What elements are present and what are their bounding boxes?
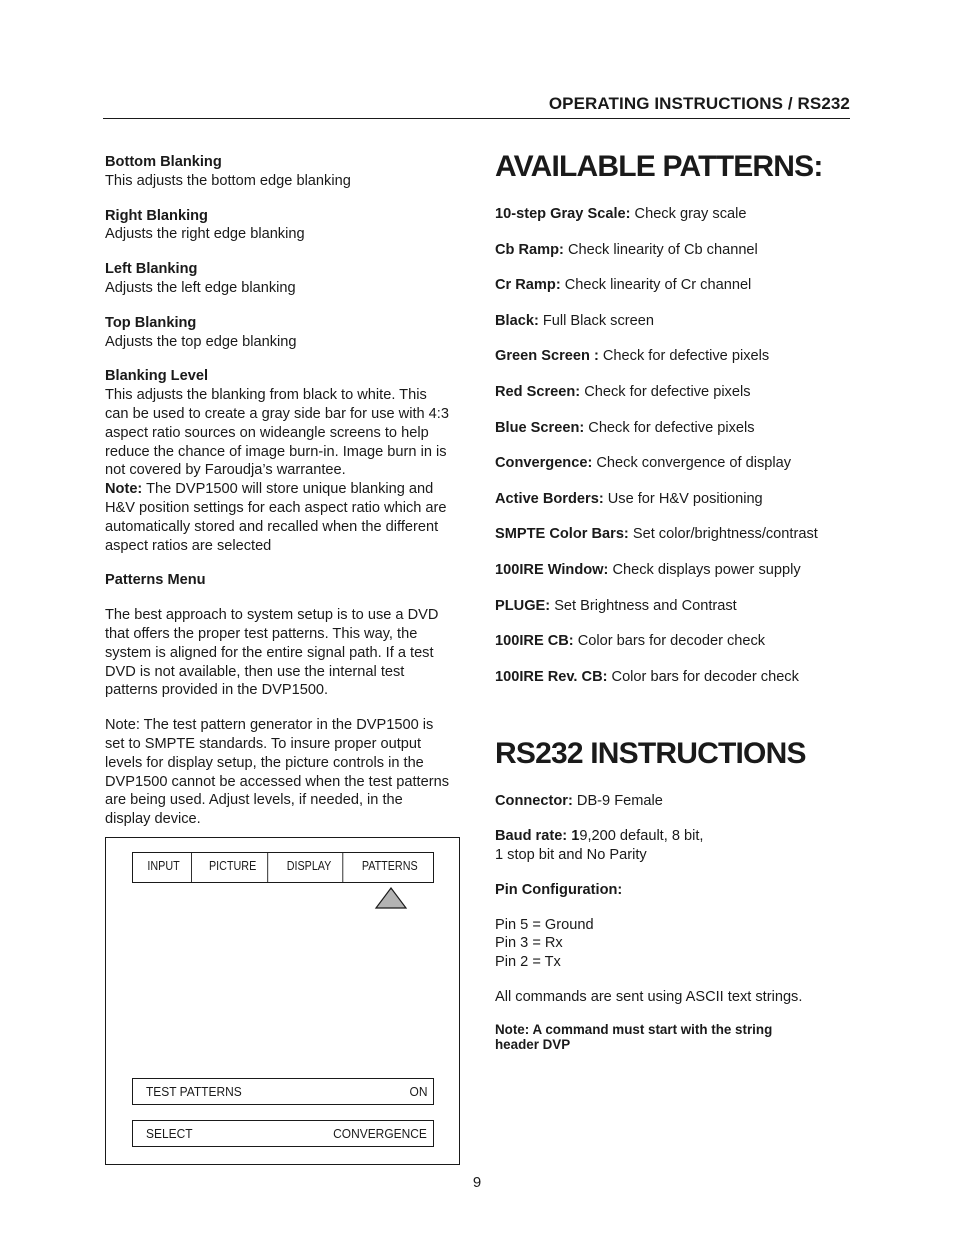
text-line: This adjusts the blanking from black to white. This	[105, 387, 427, 404]
pattern-item	[495, 490, 845, 526]
command-note-line-2: header DVP	[495, 1037, 571, 1053]
blanking-level-section	[105, 367, 465, 555]
triangle-up-icon	[374, 886, 408, 910]
pattern-item	[495, 419, 845, 455]
section-heading: Top Blanking	[105, 314, 197, 331]
text-line: automatically stored and recalled when the different	[105, 518, 439, 535]
text-line: set to SMPTE standards. To insure proper output	[105, 735, 422, 752]
pattern-name: 100IRE CB:	[495, 633, 574, 650]
bottom-blanking-section	[105, 153, 465, 191]
pin-config-heading: Pin Configuration:	[495, 881, 623, 898]
pattern-desc: Check for defective pixels	[584, 419, 755, 436]
pattern-desc: Color bars for decoder check	[607, 668, 799, 685]
patterns-paragraph-1	[105, 606, 465, 700]
text-line: that offers the proper test patterns. This way, the	[105, 625, 418, 642]
pattern-name: Blue Screen:	[495, 419, 585, 436]
connector-line	[495, 792, 845, 811]
pattern-item	[495, 205, 845, 241]
top-blanking-section	[105, 314, 465, 352]
pattern-name: Cr Ramp:	[495, 277, 561, 294]
pattern-item	[495, 383, 845, 419]
text-line: are being used. Adjust levels, if needed, in the	[105, 792, 403, 809]
available-patterns-title: AVAILABLE PATTERNS:	[495, 150, 823, 183]
pattern-desc: Check displays power supply	[608, 561, 801, 578]
note-text: The DVP1500 will store unique blanking and	[142, 481, 434, 498]
text-line: not covered by Faroudja’s warrantee.	[105, 462, 346, 479]
command-note-line-1: Note: A command must start with the string	[495, 1021, 773, 1037]
tab-input	[136, 853, 192, 882]
pattern-name: Red Screen:	[495, 383, 581, 400]
pattern-desc: Set Brightness and Contrast	[550, 597, 737, 614]
text-line: The best approach to system setup is to use a DVD	[105, 607, 439, 624]
text-line: patterns provided in the DVP1500.	[105, 682, 329, 699]
pattern-name: SMPTE Color Bars:	[495, 526, 629, 543]
pattern-name: Convergence:	[495, 455, 593, 472]
text-line: aspect ratio sources on wideangle screens to help	[105, 424, 429, 441]
header-divider	[103, 118, 850, 119]
page-header-title: OPERATING INSTRUCTIONS / RS232	[548, 94, 850, 113]
section-text: Adjusts the right edge blanking	[105, 226, 305, 243]
section-text: This adjusts the bottom edge blanking	[105, 172, 351, 189]
pattern-item	[495, 454, 845, 490]
pin-line: Pin 5 = Ground	[495, 916, 594, 933]
text-line: display device.	[105, 811, 201, 828]
page-number: 9	[472, 1174, 482, 1191]
pattern-name: Cb Ramp:	[495, 241, 564, 258]
text-line: aspect ratios are selected	[105, 537, 272, 554]
note-line	[105, 480, 465, 499]
baud-value: 9,200 default, 8 bit,	[579, 828, 704, 845]
rs232-title: RS232 INSTRUCTIONS	[495, 737, 806, 771]
text-line: can be used to create a gray side bar for use with 4:3	[105, 405, 449, 422]
connector-label: Connector:	[495, 793, 573, 810]
baud-line-2: 1 stop bit and No Parity	[495, 846, 647, 863]
note-label: Note:	[105, 481, 143, 498]
tab-label: DISPLAY	[286, 858, 332, 873]
pattern-name: Green Screen :	[495, 348, 599, 365]
pattern-item	[495, 312, 845, 348]
pattern-name: PLUGE:	[495, 597, 551, 614]
select-value: CONVERGENCE	[333, 1126, 427, 1141]
text-line: DVP1500 cannot be accessed when the test patterns	[105, 773, 449, 790]
select-row	[132, 1120, 434, 1147]
pattern-desc: Check linearity of Cb channel	[563, 241, 758, 258]
text-line: levels for display setup, the picture controls in the	[105, 754, 424, 771]
test-patterns-value: ON	[409, 1084, 427, 1099]
patterns-list	[495, 205, 845, 703]
text-line: system is aligned for the entire signal path. If a test	[105, 644, 434, 661]
text-line: DVD is not available, then use the internal test	[105, 663, 405, 680]
osd-tab-bar	[132, 852, 434, 883]
pattern-desc: Set color/brightness/contrast	[628, 526, 818, 543]
right-column	[495, 150, 845, 1053]
pattern-name: 100IRE Window:	[495, 561, 609, 578]
text-line: reduce the chance of image burn-in. Image burn in is	[105, 443, 447, 460]
left-blanking-section	[105, 260, 465, 298]
pattern-desc: Check gray scale	[630, 206, 747, 222]
pattern-item	[495, 561, 845, 597]
pattern-desc: Color bars for decoder check	[573, 633, 766, 650]
pattern-item	[495, 276, 845, 312]
pattern-item	[495, 597, 845, 633]
pattern-name: 10-step Gray Scale:	[495, 206, 631, 222]
select-label: SELECT	[146, 1126, 193, 1141]
right-blanking-section	[105, 207, 465, 245]
text-line: H&V position settings for each aspect ratio which are	[105, 499, 447, 516]
tab-label: PICTURE	[209, 858, 257, 873]
test-patterns-label: TEST PATTERNS	[146, 1084, 242, 1099]
section-text: Adjusts the top edge blanking	[105, 333, 297, 350]
text-line: Note: The test pattern generator in the DVP1500 is	[105, 717, 434, 734]
pattern-item	[495, 632, 845, 668]
pattern-name: Active Borders:	[495, 490, 604, 507]
section-heading: Patterns Menu	[105, 572, 206, 589]
baud-line	[495, 827, 845, 846]
section-text: Adjusts the left edge blanking	[105, 279, 296, 296]
tab-label: PATTERNS	[362, 858, 418, 873]
pattern-desc: Check for defective pixels	[580, 383, 751, 400]
pattern-item	[495, 668, 845, 704]
pin-line: Pin 2 = Tx	[495, 954, 561, 971]
patterns-menu-section	[105, 571, 465, 590]
pattern-desc: Check for defective pixels	[598, 348, 770, 365]
patterns-paragraph-2	[105, 716, 465, 829]
section-heading: Bottom Blanking	[105, 154, 222, 170]
pattern-desc: Check convergence of display	[592, 455, 792, 472]
pattern-name: Black:	[495, 312, 539, 329]
section-heading: Left Blanking	[105, 261, 198, 278]
pattern-desc: Check linearity of Cr channel	[560, 277, 752, 294]
pin-line: Pin 3 = Rx	[495, 935, 563, 952]
connector-value: DB-9 Female	[572, 793, 663, 810]
baud-label: Baud rate: 1	[495, 828, 580, 845]
tab-patterns	[351, 853, 428, 882]
pattern-desc: Use for H&V positioning	[603, 490, 763, 507]
rs232-details	[495, 792, 845, 1053]
pattern-desc: Full Black screen	[538, 312, 654, 329]
osd-menu-diagram	[105, 837, 460, 1165]
tab-picture	[199, 853, 268, 882]
tab-display	[276, 853, 344, 882]
ascii-note: All commands are sent using ASCII text strings.	[495, 988, 803, 1005]
pattern-name: 100IRE Rev. CB:	[495, 668, 608, 685]
left-column	[105, 153, 465, 845]
test-patterns-row	[132, 1078, 434, 1105]
pattern-item	[495, 347, 845, 383]
pattern-item	[495, 241, 845, 277]
tab-label: INPUT	[147, 858, 180, 873]
section-heading: Right Blanking	[105, 207, 208, 224]
pattern-item	[495, 525, 845, 561]
section-heading: Blanking Level	[105, 368, 208, 385]
